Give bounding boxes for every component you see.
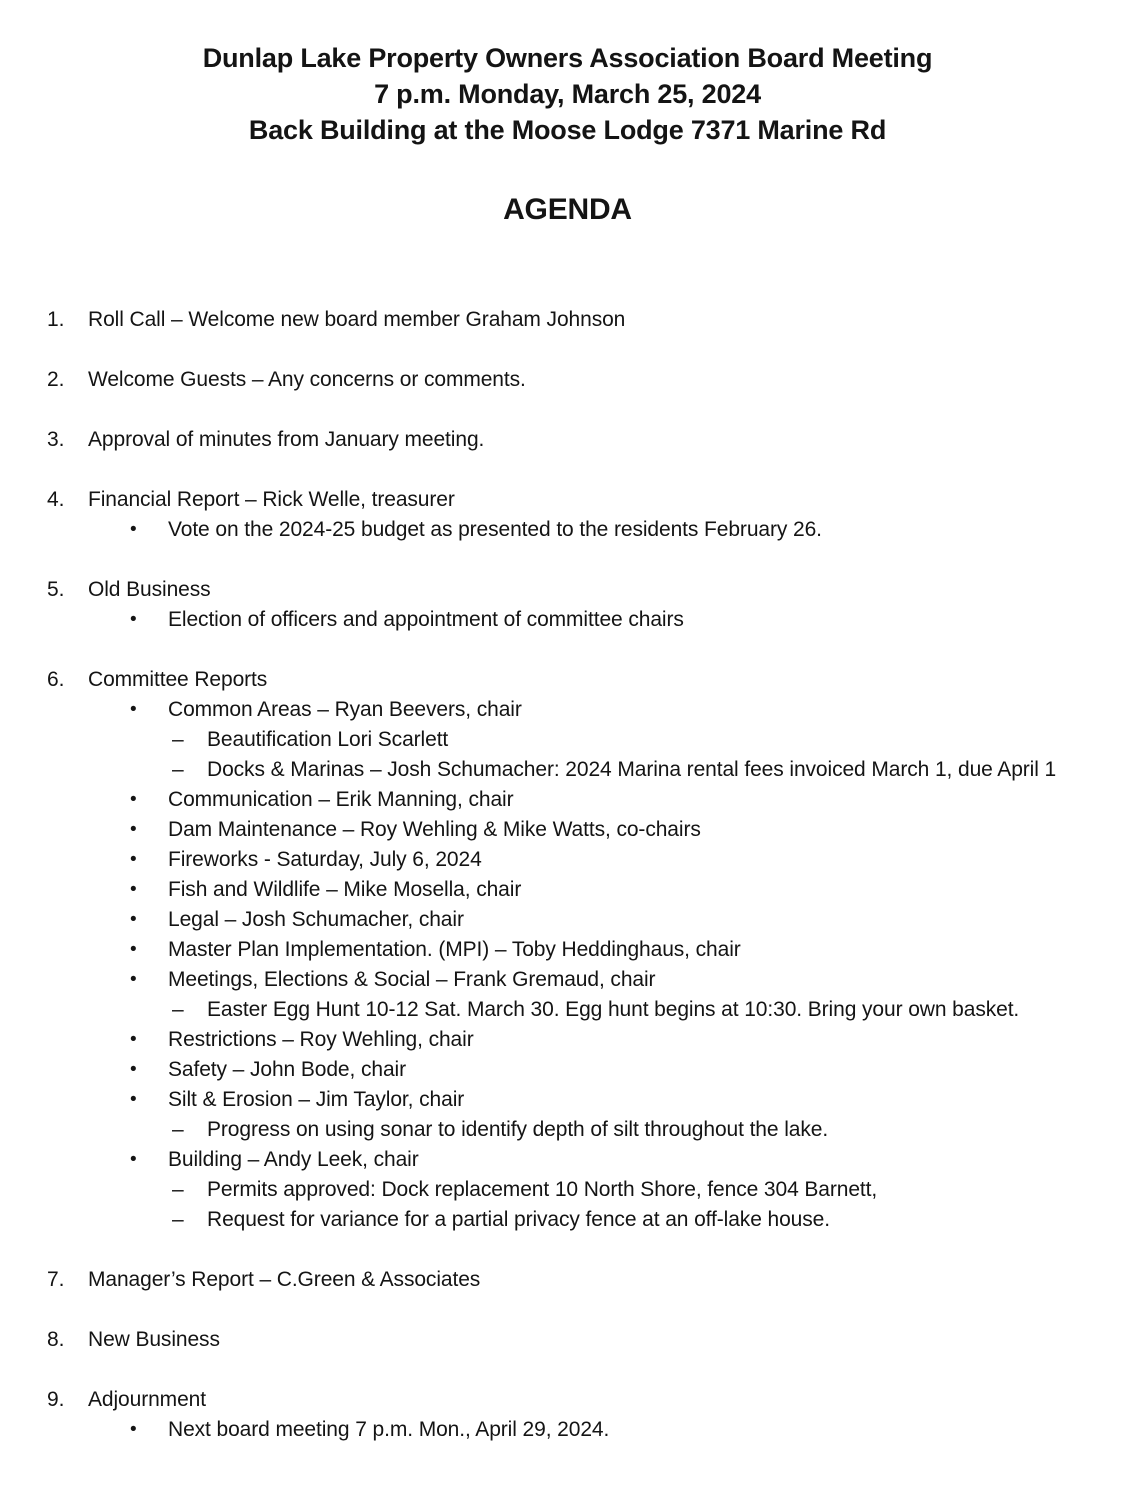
agenda-list xyxy=(0,305,1135,1445)
agenda-item-number: 7. xyxy=(47,1268,65,1291)
agenda-subitem-text: Restrictions – Roy Wehling, chair xyxy=(168,1028,474,1051)
agenda-subitem-text: Beautification Lori Scarlett xyxy=(207,728,449,751)
bullet-marker: • xyxy=(130,849,137,870)
bullet-marker: • xyxy=(130,1149,137,1170)
agenda-subitem-text: Dam Maintenance – Roy Wehling & Mike Watts, co-chairs xyxy=(168,818,701,841)
agenda-subitem-text: Request for variance for a partial privacy fence at an off-lake house. xyxy=(207,1208,830,1231)
agenda-item-main xyxy=(0,665,1135,695)
header-title-line: Dunlap Lake Property Owners Association Board Meeting xyxy=(202,43,933,73)
header-location-line: Back Building at the Moose Lodge 7371 Marine Rd xyxy=(248,115,887,145)
agenda-subitem-bullet xyxy=(0,1025,1135,1055)
bullet-marker: • xyxy=(130,939,137,960)
agenda-item-text: Manager’s Report – C.Green & Associates xyxy=(88,1268,481,1291)
agenda-item-number: 3. xyxy=(47,428,65,451)
agenda-item-number: 8. xyxy=(47,1328,65,1351)
agenda-item xyxy=(0,365,1135,395)
agenda-subitem-bullet xyxy=(0,845,1135,875)
bullet-marker: • xyxy=(130,1029,137,1050)
agenda-item xyxy=(0,575,1135,635)
agenda-subitem-dash xyxy=(0,995,1135,1025)
agenda-item-main xyxy=(0,485,1135,515)
dash-marker: – xyxy=(172,758,184,781)
agenda-subitem-bullet xyxy=(0,875,1135,905)
agenda-subitem-bullet xyxy=(0,905,1135,935)
agenda-item-text: Old Business xyxy=(88,578,211,601)
agenda-subitem-text: Silt & Erosion – Jim Taylor, chair xyxy=(168,1088,465,1111)
agenda-heading: AGENDA xyxy=(503,193,632,226)
agenda-subitem-bullet xyxy=(0,1415,1135,1445)
agenda-item-text: Welcome Guests – Any concerns or comments. xyxy=(88,368,526,391)
agenda-item-main xyxy=(0,575,1135,605)
bullet-marker: • xyxy=(130,909,137,930)
agenda-subitem-bullet xyxy=(0,605,1135,635)
bullet-marker: • xyxy=(130,789,137,810)
dash-marker: – xyxy=(172,1178,184,1201)
agenda-subitem-text: Docks & Marinas – Josh Schumacher: 2024 Marina rental fees invoiced March 1, due April 1 xyxy=(207,758,1057,781)
agenda-subitem-bullet xyxy=(0,695,1135,725)
agenda-subitem-text: Fish and Wildlife – Mike Mosella, chair xyxy=(168,878,522,901)
agenda-subitem-bullet xyxy=(0,965,1135,995)
agenda-subitem-text: Next board meeting 7 p.m. Mon., April 29, 2024. xyxy=(168,1418,610,1441)
dash-marker: – xyxy=(172,1118,184,1141)
agenda-item-main xyxy=(0,1385,1135,1415)
agenda-subitem-text: Safety – John Bode, chair xyxy=(168,1058,406,1081)
agenda-subitem-text: Meetings, Elections & Social – Frank Gremaud, chair xyxy=(168,968,656,991)
agenda-subitem-dash xyxy=(0,1175,1135,1205)
agenda-item-text: Approval of minutes from January meeting. xyxy=(88,428,485,451)
agenda-subitem-text: Building – Andy Leek, chair xyxy=(168,1148,419,1171)
agenda-item-main xyxy=(0,1325,1135,1355)
agenda-subitem-bullet xyxy=(0,1055,1135,1085)
agenda-subitem-text: Master Plan Implementation. (MPI) – Toby Heddinghaus, chair xyxy=(168,938,741,961)
bullet-marker: • xyxy=(130,879,137,900)
agenda-subitem-dash xyxy=(0,1205,1135,1235)
agenda-item-number: 6. xyxy=(47,668,65,691)
bullet-marker: • xyxy=(130,609,137,630)
bullet-marker: • xyxy=(130,519,137,540)
agenda-subitem-dash xyxy=(0,755,1135,785)
agenda-item-text: Financial Report – Rick Welle, treasurer xyxy=(88,488,455,511)
bullet-marker: • xyxy=(130,969,137,990)
agenda-item-number: 2. xyxy=(47,368,65,391)
dash-marker: – xyxy=(172,998,184,1021)
agenda-item-text: Roll Call – Welcome new board member Graham Johnson xyxy=(88,308,626,331)
agenda-subitem-bullet xyxy=(0,785,1135,815)
agenda-item-main xyxy=(0,1265,1135,1295)
agenda-item-text: New Business xyxy=(88,1328,220,1351)
agenda-subitem-bullet xyxy=(0,935,1135,965)
agenda-subitem-text: Election of officers and appointment of committee chairs xyxy=(168,608,684,631)
agenda-subitem-dash xyxy=(0,725,1135,755)
agenda-item xyxy=(0,1325,1135,1355)
document-header xyxy=(0,0,1135,148)
header-datetime-line: 7 p.m. Monday, March 25, 2024 xyxy=(374,79,761,109)
agenda-subitem-text: Common Areas – Ryan Beevers, chair xyxy=(168,698,522,721)
agenda-subitem-text: Communication – Erik Manning, chair xyxy=(168,788,514,811)
bullet-marker: • xyxy=(130,699,137,720)
agenda-subitem-bullet xyxy=(0,815,1135,845)
agenda-subitem-bullet xyxy=(0,1145,1135,1175)
agenda-subitem-text: Fireworks - Saturday, July 6, 2024 xyxy=(168,848,482,871)
bullet-marker: • xyxy=(130,1419,137,1440)
agenda-subitem-text: Vote on the 2024-25 budget as presented to the residents February 26. xyxy=(168,518,822,541)
agenda-item-text: Committee Reports xyxy=(88,668,268,691)
agenda-item xyxy=(0,425,1135,455)
agenda-item xyxy=(0,665,1135,1235)
dash-marker: – xyxy=(172,728,184,751)
agenda-item xyxy=(0,305,1135,335)
agenda-item xyxy=(0,1265,1135,1295)
dash-marker: – xyxy=(172,1208,184,1231)
agenda-item-number: 9. xyxy=(47,1388,65,1411)
agenda-item xyxy=(0,1385,1135,1445)
bullet-marker: • xyxy=(130,1059,137,1080)
agenda-item-main xyxy=(0,425,1135,455)
agenda-item-number: 4. xyxy=(47,488,65,511)
agenda-subitem-text: Progress on using sonar to identify depth of silt throughout the lake. xyxy=(207,1118,829,1141)
agenda-subitem-text: Legal – Josh Schumacher, chair xyxy=(168,908,464,931)
agenda-subitem-dash xyxy=(0,1115,1135,1145)
agenda-item xyxy=(0,485,1135,545)
agenda-item-number: 1. xyxy=(47,308,65,331)
agenda-item-main xyxy=(0,365,1135,395)
agenda-subitem-text: Permits approved: Dock replacement 10 North Shore, fence 304 Barnett, xyxy=(207,1178,878,1201)
bullet-marker: • xyxy=(130,1089,137,1110)
agenda-item-main xyxy=(0,305,1135,335)
agenda-subitem-bullet xyxy=(0,515,1135,545)
agenda-item-text: Adjournment xyxy=(88,1388,206,1411)
agenda-item-number: 5. xyxy=(47,578,65,601)
agenda-subitem-bullet xyxy=(0,1085,1135,1115)
agenda-subitem-text: Easter Egg Hunt 10-12 Sat. March 30. Egg hunt begins at 10:30. Bring your own basket. xyxy=(207,998,1020,1021)
bullet-marker: • xyxy=(130,819,137,840)
